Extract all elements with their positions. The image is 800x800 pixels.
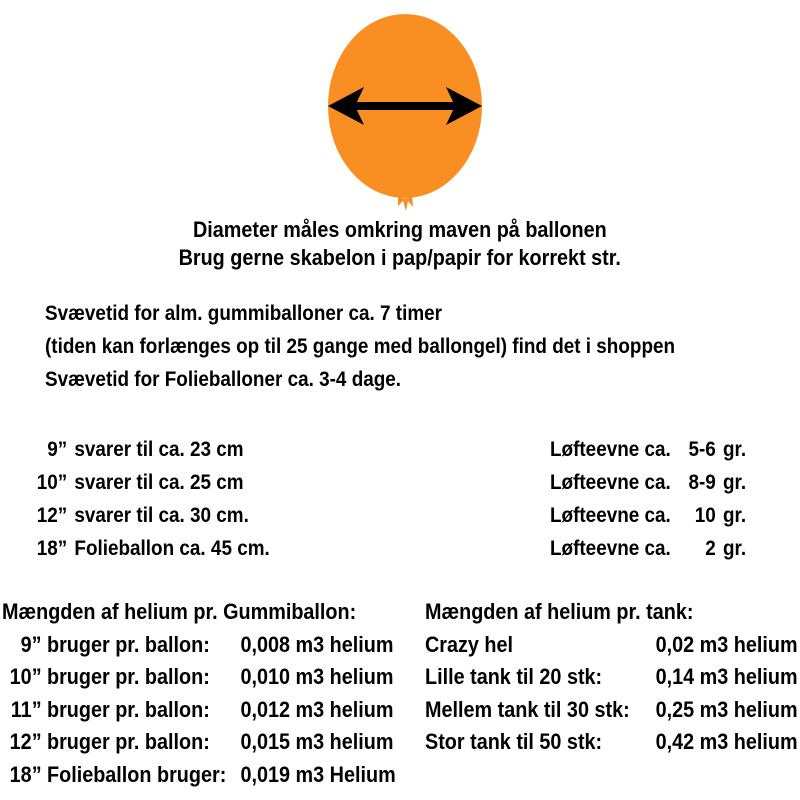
float-time-info [45, 297, 745, 396]
balloon-inches: 12” [9, 729, 42, 754]
helium-balloon-row [2, 694, 396, 727]
helium-balloon-title-row [2, 596, 396, 629]
size-row [0, 532, 800, 565]
lift-cell [550, 499, 746, 532]
lift-cell [550, 532, 746, 565]
helium-balloon-row [2, 726, 396, 759]
balloon-graphic [320, 8, 490, 213]
helium-balloon-row [2, 629, 396, 662]
helium-tank-title: Mængden af helium pr. tank: [425, 599, 694, 624]
balloon-usage-label: bruger pr. ballon: [47, 696, 210, 722]
caption-line-1-text: Diameter måles omkring maven på ballonen [193, 217, 607, 242]
size-lift-table [0, 433, 800, 565]
lift-unit: gr. [722, 438, 747, 461]
balloon-usage-label: bruger pr. ballon: [47, 664, 210, 689]
helium-tank-title-row [425, 596, 800, 629]
helium-per-balloon-section [2, 596, 396, 791]
balloon-inches: 18” [9, 761, 42, 787]
caption-line-1 [0, 216, 800, 244]
size-cell [33, 433, 244, 466]
balloon-usage-label: Folieballon bruger: [47, 761, 227, 787]
helium-balloon-row-content [2, 661, 394, 694]
lift-prefix: Løfteevne ca. [550, 504, 671, 527]
size-row [0, 466, 800, 499]
balloon-helium-value: 0,012 m3 helium [240, 696, 394, 722]
lift-prefix: Løfteevne ca. [550, 438, 671, 461]
size-row [0, 499, 800, 532]
lift-cell [550, 466, 746, 499]
helium-balloon-row [2, 661, 396, 694]
lift-value: 10 [694, 504, 716, 527]
diameter-caption [0, 216, 800, 272]
float-info-line-2-text: (tiden kan forlænges op til 25 gange med ballongel) find det i shoppen [45, 335, 676, 358]
size-desc: svarer til ca. 23 cm [74, 438, 244, 461]
balloon-helium-value: 0,010 m3 helium [240, 664, 394, 689]
size-inches: 12” [36, 504, 68, 527]
helium-per-tank-section [425, 596, 800, 759]
lift-value: 2 [705, 537, 716, 560]
lift-unit: gr. [722, 504, 747, 527]
balloon-inches: 9” [20, 631, 42, 657]
helium-tank-row-content [425, 726, 798, 759]
helium-balloon-row [2, 759, 396, 792]
tank-helium-value: 0,14 m3 helium [655, 664, 798, 689]
helium-tank-row-content [425, 694, 798, 727]
helium-tank-row-content [425, 661, 798, 694]
float-info-line-1 [45, 297, 745, 330]
tank-label: Stor tank til 50 stk: [425, 729, 603, 754]
helium-balloon-row-content [2, 629, 394, 662]
size-cell [33, 532, 270, 565]
lift-unit: gr. [722, 471, 747, 494]
size-inches: 18” [36, 537, 68, 560]
tank-label: Mellem tank til 30 stk: [425, 696, 630, 722]
size-cell [33, 466, 244, 499]
size-desc: svarer til ca. 30 cm. [74, 504, 249, 527]
tank-helium-value: 0,42 m3 helium [655, 729, 798, 754]
balloon-helium-value: 0,019 m3 Helium [240, 761, 396, 787]
balloon-helium-value: 0,015 m3 helium [240, 729, 394, 754]
caption-line-2-text: Brug gerne skabelon i pap/papir for korrekt str. [178, 245, 622, 270]
float-info-line-3-text: Svævetid for Folieballoner ca. 3-4 dage. [45, 368, 402, 391]
helium-tank-row-content [425, 629, 798, 662]
lift-prefix: Løfteevne ca. [550, 537, 671, 560]
helium-balloon-row-content [2, 726, 394, 759]
size-inches: 10” [36, 471, 68, 494]
size-inches: 9” [47, 438, 68, 461]
tank-label: Lille tank til 20 stk: [425, 664, 603, 689]
lift-prefix: Løfteevne ca. [550, 471, 671, 494]
lift-value: 8-9 [688, 471, 716, 494]
size-desc: svarer til ca. 25 cm [74, 471, 244, 494]
tank-label: Crazy hel [425, 631, 514, 657]
balloon-inches: 10” [9, 664, 42, 689]
float-info-line-2 [45, 330, 745, 363]
size-row [0, 433, 800, 466]
balloon-usage-label: bruger pr. ballon: [47, 631, 210, 657]
tank-helium-value: 0,25 m3 helium [655, 696, 798, 722]
float-info-line-1-text: Svævetid for alm. gummiballoner ca. 7 timer [45, 302, 443, 325]
helium-tank-row [425, 726, 800, 759]
caption-line-2 [0, 244, 800, 272]
size-desc: Folieballon ca. 45 cm. [74, 537, 270, 560]
helium-tank-row [425, 694, 800, 727]
balloon-helium-value: 0,008 m3 helium [240, 631, 394, 657]
helium-tank-row [425, 629, 800, 662]
tank-helium-value: 0,02 m3 helium [655, 631, 798, 657]
helium-balloon-row-content [2, 694, 394, 727]
size-cell [33, 499, 249, 532]
helium-tank-row [425, 661, 800, 694]
arrow-shaft [355, 102, 455, 110]
helium-balloon-title: Mængden af helium pr. Gummiballon: [2, 599, 357, 624]
float-info-line-3 [45, 363, 745, 396]
lift-cell [550, 433, 746, 466]
balloon-usage-label: bruger pr. ballon: [47, 729, 210, 754]
lift-unit: gr. [722, 537, 747, 560]
balloon-inches: 11” [10, 696, 42, 722]
lift-value: 5-6 [688, 438, 716, 461]
helium-balloon-row-content [2, 759, 396, 792]
